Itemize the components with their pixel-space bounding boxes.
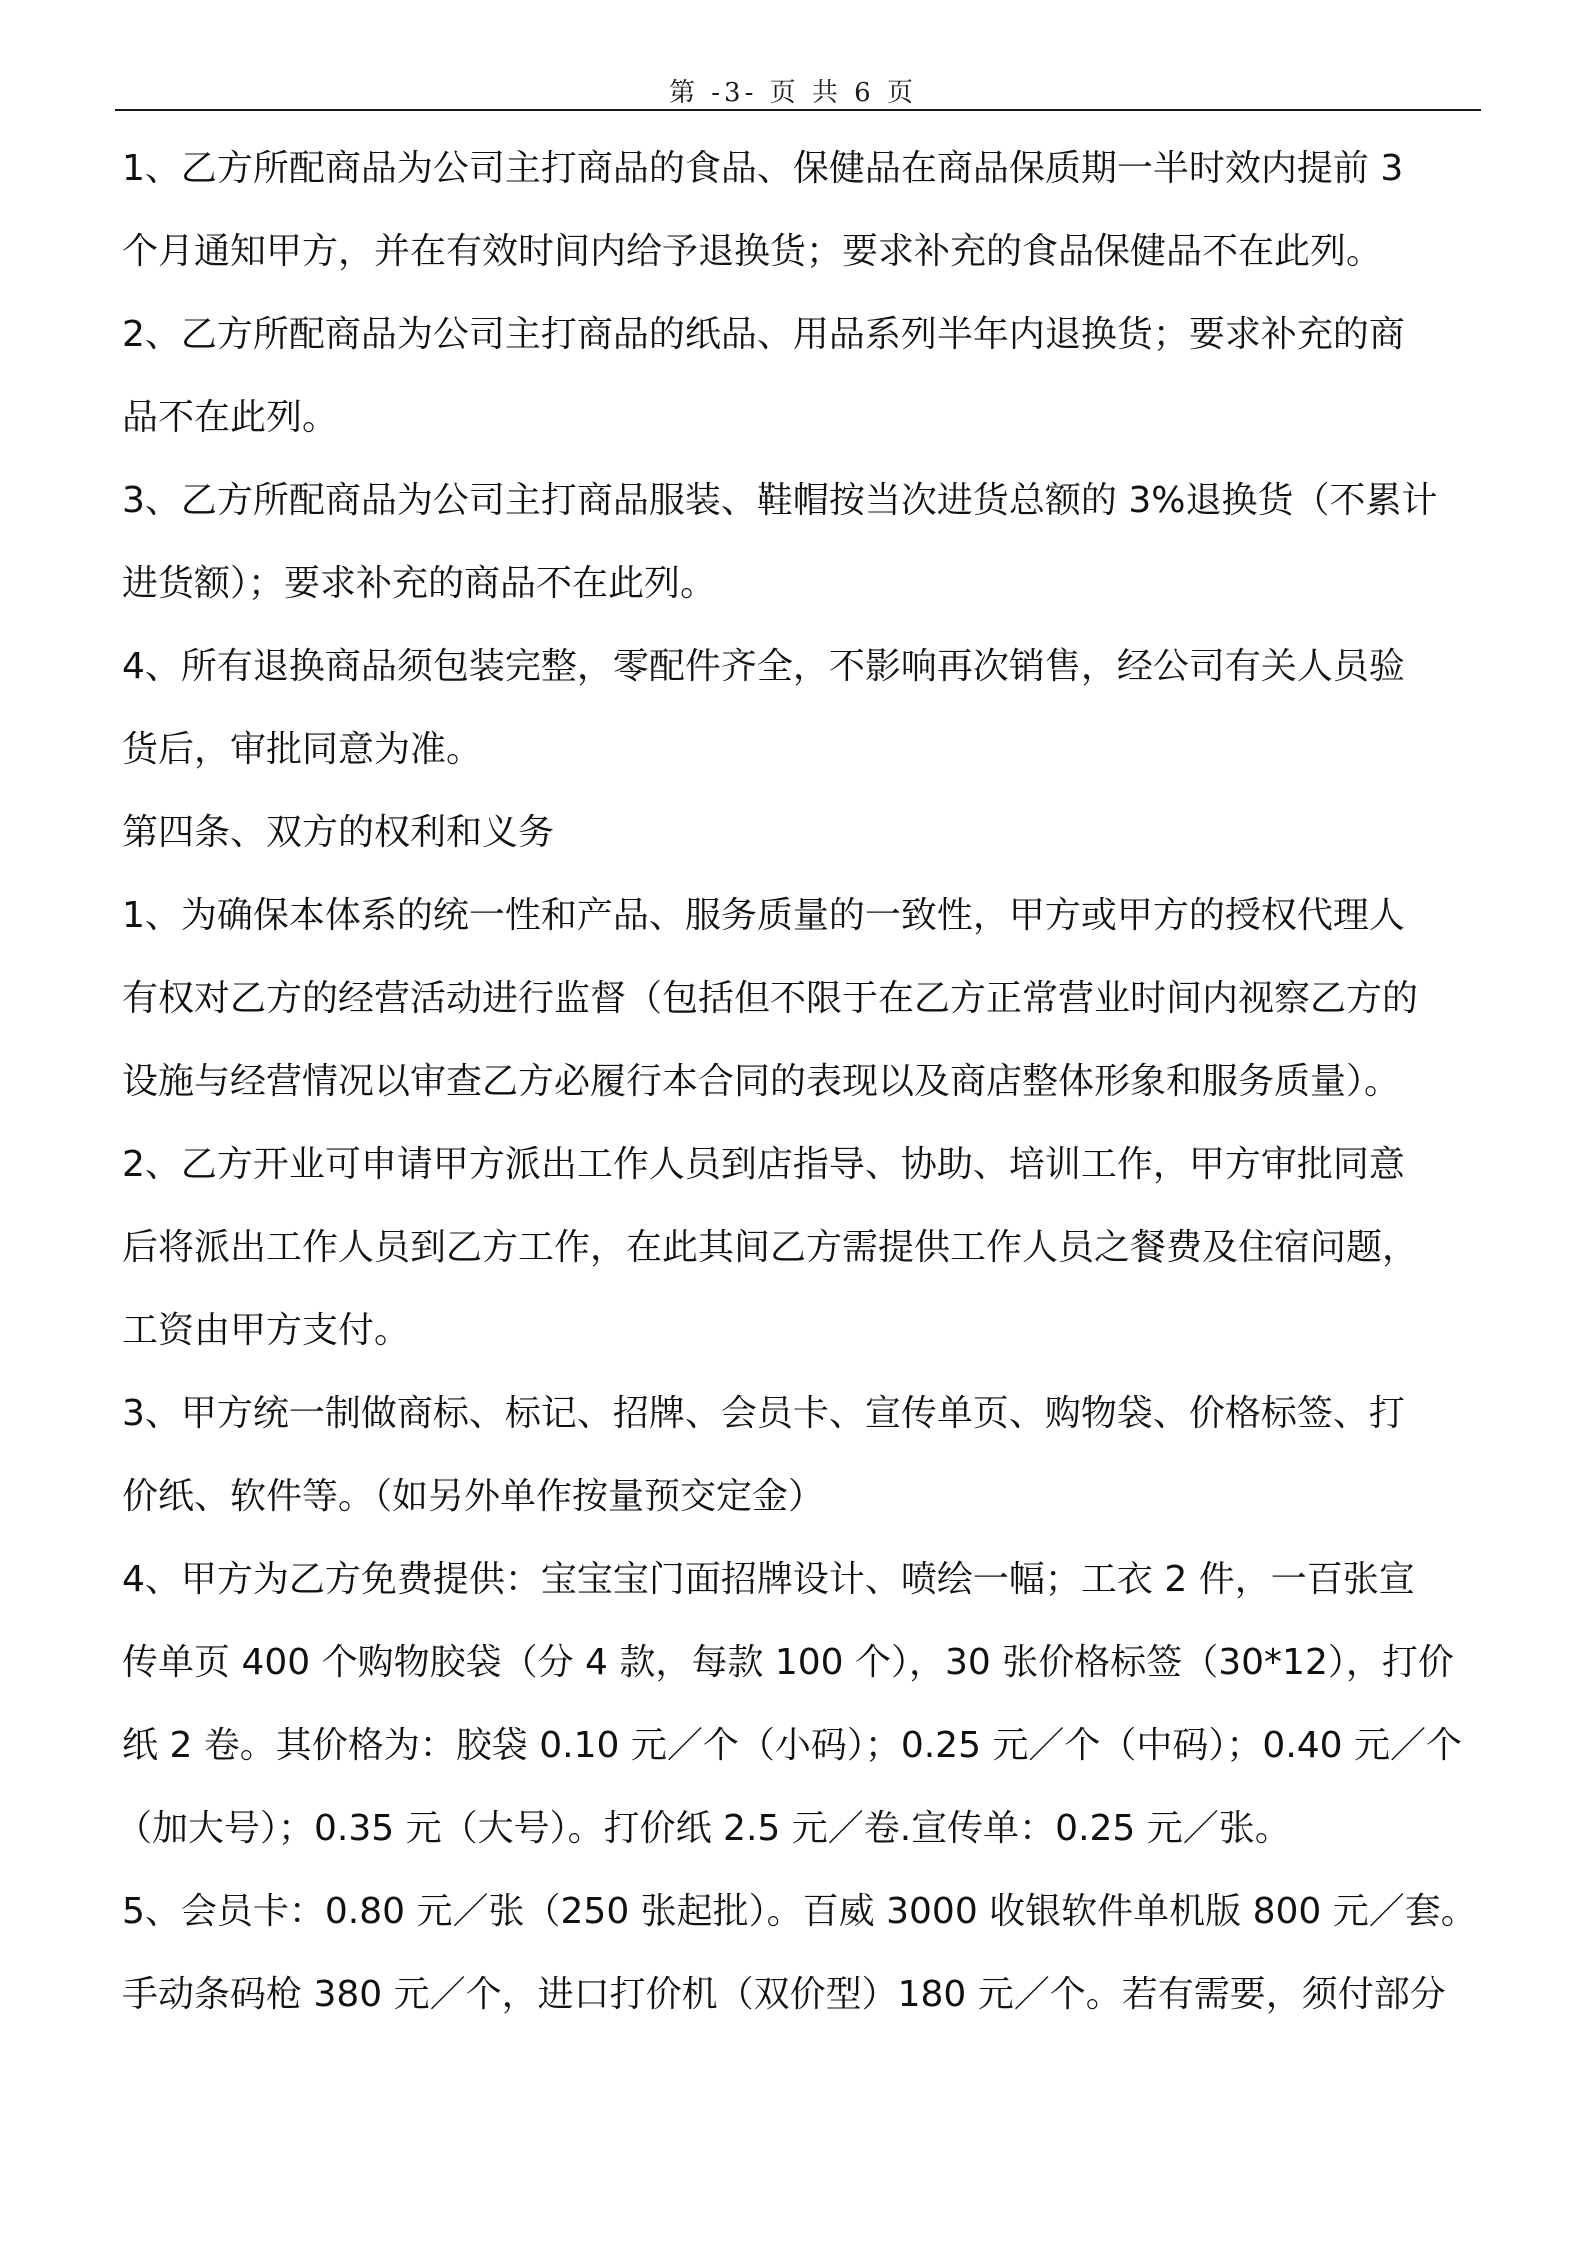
rights-4-line-2: 传单页 400 个购物胶袋（分 4 款，每款 100 个），30 张价格标签（30*12），打价 bbox=[122, 1642, 1454, 1683]
section-heading-article-4: 第四条、双方的权利和义务 bbox=[122, 812, 555, 853]
rights-4-line-4: （加大号）；0.35 元（大号）。打价纸 2.5 元／卷.宣传单：0.25 元／张。 bbox=[116, 1808, 1291, 1849]
clause-2-line-2: 品不在此列。 bbox=[122, 397, 339, 438]
clause-4-line-2: 货后，审批同意为准。 bbox=[122, 729, 483, 770]
rights-3-line-1: 3、甲方统一制做商标、标记、招牌、会员卡、宣传单页、购物袋、价格标签、打 bbox=[122, 1393, 1405, 1434]
header-divider bbox=[115, 109, 1481, 111]
clause-4-line-1: 4、所有退换商品须包装完整，零配件齐全，不影响再次销售，经公司有关人员验 bbox=[122, 646, 1405, 687]
rights-1-line-1: 1、为确保本体系的统一性和产品、服务质量的一致性，甲方或甲方的授权代理人 bbox=[122, 895, 1405, 936]
rights-2-line-1: 2、乙方开业可申请甲方派出工作人员到店指导、协助、培训工作，甲方审批同意 bbox=[122, 1144, 1405, 1185]
rights-3-line-2: 价纸、软件等。（如另外单作按量预交定金） bbox=[122, 1476, 825, 1517]
rights-5-line-2: 手动条码枪 380 元／个，进口打价机（双价型）180 元／个。若有需要，须付部分 bbox=[122, 1974, 1446, 2015]
rights-4-line-1: 4、甲方为乙方免费提供：宝宝宝门面招牌设计、喷绘一幅；工衣 2 件，一百张宣 bbox=[122, 1559, 1415, 1600]
page-number-header: 第 -3- 页 共 6 页 bbox=[669, 78, 917, 108]
clause-1-line-2: 个月通知甲方，并在有效时间内给予退换货；要求补充的食品保健品不在此列。 bbox=[122, 231, 1383, 272]
rights-1-line-2: 有权对乙方的经营活动进行监督（包括但不限于在乙方正常营业时间内视察乙方的 bbox=[122, 978, 1419, 1019]
rights-1-line-3: 设施与经营情况以审查乙方必履行本合同的表现以及商店整体形象和服务质量）。 bbox=[122, 1061, 1401, 1102]
clause-3-line-1: 3、乙方所配商品为公司主打商品服装、鞋帽按当次进货总额的 3%退换货（不累计 bbox=[122, 480, 1438, 521]
clause-3-line-2: 进货额）；要求补充的商品不在此列。 bbox=[122, 563, 717, 604]
rights-4-line-3: 纸 2 卷。其价格为：胶袋 0.10 元／个（小码）；0.25 元／个（中码）；0.40 元／个 bbox=[122, 1725, 1463, 1766]
rights-2-line-2: 后将派出工作人员到乙方工作，在此其间乙方需提供工作人员之餐费及住宿问题， bbox=[122, 1227, 1419, 1268]
rights-2-line-3: 工资由甲方支付。 bbox=[122, 1310, 411, 1351]
rights-5-line-1: 5、会员卡：0.80 元／张（250 张起批）。百威 3000 收银软件单机版 800 元／套。 bbox=[122, 1891, 1477, 1932]
document-body bbox=[116, 127, 1482, 2036]
clause-2-line-1: 2、乙方所配商品为公司主打商品的纸品、用品系列半年内退换货；要求补充的商 bbox=[122, 314, 1405, 355]
clause-1-line-1: 1、乙方所配商品为公司主打商品的食品、保健品在商品保质期一半时效内提前 3 bbox=[122, 148, 1404, 189]
